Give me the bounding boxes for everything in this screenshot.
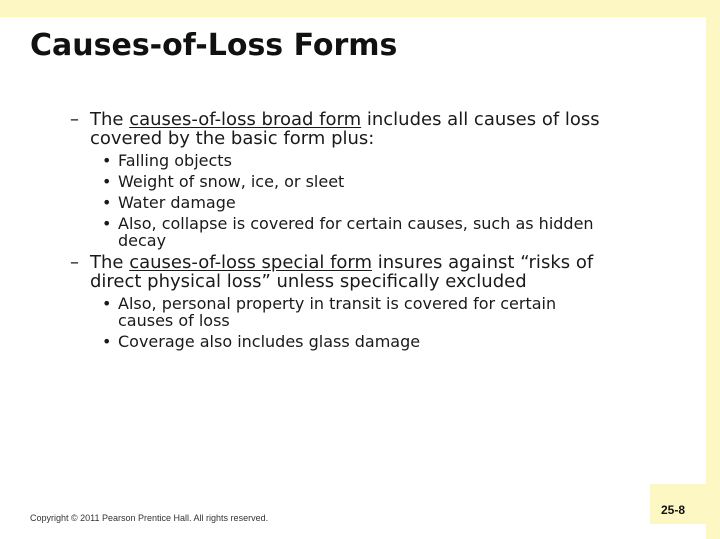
sub-item-text-line2: decay	[118, 231, 167, 250]
sub-item-text: Also, collapse is covered for certain causes, such as hidden	[118, 214, 594, 233]
dash-marker: –	[70, 109, 79, 130]
item-text-prefix: The	[90, 252, 130, 273]
slide-title: Causes-of-Loss Forms	[30, 28, 398, 63]
underlined-term-special-form: causes-of-loss special form	[129, 252, 373, 273]
list-item-special-form	[70, 253, 680, 291]
sub-list-broad-form	[102, 152, 680, 249]
item-text-rest: insures against “risks of	[372, 252, 594, 273]
slide-body	[70, 110, 680, 354]
slide-number: 25-8	[661, 503, 686, 517]
bullet-marker: •	[102, 332, 112, 351]
sub-item-text: Falling objects	[118, 151, 232, 170]
list-item-broad-form	[70, 110, 680, 148]
sub-item-text: Water damage	[118, 193, 236, 212]
underlined-term-broad-form: causes-of-loss broad form	[129, 109, 362, 130]
sub-list-item	[102, 295, 680, 329]
item-text-line2: covered by the basic form plus:	[90, 128, 375, 149]
item-text-line2: direct physical loss” unless specifically excluded	[90, 271, 527, 292]
sub-list-item	[102, 333, 680, 350]
sub-list-item	[102, 194, 680, 211]
sub-item-text: Weight of snow, ice, or sleet	[118, 172, 345, 191]
bullet-marker: •	[102, 151, 112, 170]
item-text-prefix: The	[90, 109, 130, 130]
bullet-marker: •	[102, 294, 112, 313]
dash-marker: –	[70, 252, 79, 273]
bullet-marker: •	[102, 193, 112, 212]
sub-item-text-line2: causes of loss	[118, 311, 230, 330]
sub-item-text: Also, personal property in transit is covered for certain	[118, 294, 557, 313]
item-text-rest: includes all causes of loss	[361, 109, 600, 130]
sub-list-special-form	[102, 295, 680, 350]
bullet-marker: •	[102, 214, 112, 233]
sub-list-item	[102, 215, 680, 249]
copyright-notice: Copyright © 2011 Pearson Prentice Hall. All rights reserved.	[30, 513, 269, 523]
sub-item-text: Coverage also includes glass damage	[118, 332, 421, 351]
sub-list-item	[102, 152, 680, 169]
sub-list-item	[102, 173, 680, 190]
bullet-marker: •	[102, 172, 112, 191]
